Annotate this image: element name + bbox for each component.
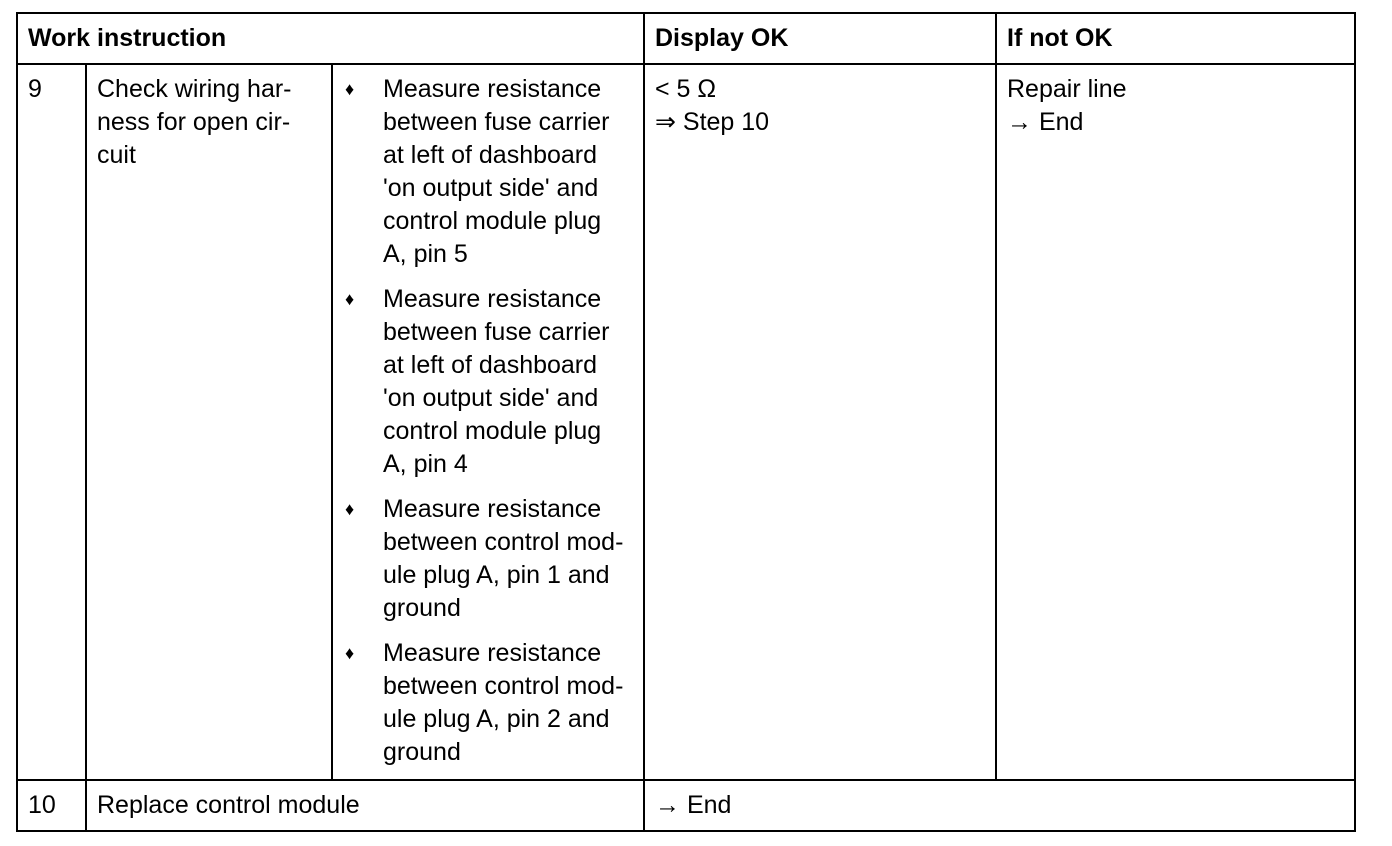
display-ok-line: ⇒ Step 10 bbox=[655, 108, 770, 136]
step-number: 10 bbox=[18, 781, 87, 830]
bullet-line: between fuse carrier bbox=[383, 108, 610, 136]
list-item bbox=[345, 283, 637, 481]
bullet-line: 'on output side' and bbox=[383, 384, 599, 412]
bullet-line: Measure resistance bbox=[383, 75, 602, 103]
bullet-list bbox=[333, 65, 645, 779]
bullet-line: ground bbox=[383, 738, 461, 766]
bullet-text bbox=[383, 283, 637, 481]
table-row bbox=[18, 65, 1354, 781]
if-not-ok-cell bbox=[997, 65, 1354, 779]
list-item bbox=[345, 637, 637, 769]
bullet-line: Measure resistance bbox=[383, 495, 602, 523]
bullet-line: control module plug bbox=[383, 417, 602, 445]
diamond-bullet-icon: ♦ bbox=[345, 79, 355, 99]
list-item bbox=[345, 493, 637, 625]
bullet-text bbox=[383, 637, 637, 769]
bullet-text bbox=[383, 73, 637, 271]
bullet-line: 'on output side' and bbox=[383, 174, 599, 202]
display-ok-cell bbox=[645, 65, 997, 779]
bullet-line: between control mod- bbox=[383, 672, 624, 700]
step-description bbox=[87, 65, 333, 779]
bullet-line: A, pin 4 bbox=[383, 450, 468, 478]
bullet-line: between fuse carrier bbox=[383, 318, 610, 346]
bullet-line: ule plug A, pin 1 and bbox=[383, 561, 610, 589]
diamond-bullet-icon: ♦ bbox=[345, 643, 355, 663]
description-line: cuit bbox=[97, 141, 136, 169]
step-number: 9 bbox=[18, 65, 87, 779]
bullet-line: Measure resistance bbox=[383, 639, 602, 667]
table-header-row bbox=[18, 14, 1354, 65]
header-if-not-ok: If not OK bbox=[1007, 24, 1113, 52]
header-display-ok: Display OK bbox=[645, 14, 997, 63]
display-ok-cell: → End bbox=[655, 791, 732, 819]
if-not-ok-line: → End bbox=[1007, 108, 1084, 136]
bullet-line: at left of dashboard bbox=[383, 141, 598, 169]
bullet-text bbox=[383, 493, 637, 625]
description-line: ness for open cir- bbox=[97, 108, 291, 136]
bullet-line: ule plug A, pin 2 and bbox=[383, 705, 610, 733]
header-work-instruction: Work instruction bbox=[18, 14, 645, 63]
bullet-line: ground bbox=[383, 594, 461, 622]
table-row bbox=[18, 781, 1354, 830]
work-instruction-table bbox=[16, 12, 1356, 832]
display-ok-line: < 5 Ω bbox=[655, 75, 717, 103]
bullet-line: A, pin 5 bbox=[383, 240, 468, 268]
if-not-ok-line: Repair line bbox=[1007, 75, 1127, 103]
bullet-line: between control mod- bbox=[383, 528, 624, 556]
bullet-line: at left of dashboard bbox=[383, 351, 598, 379]
list-item bbox=[345, 73, 637, 271]
diamond-bullet-icon: ♦ bbox=[345, 289, 355, 309]
bullet-line: control module plug bbox=[383, 207, 602, 235]
step-description: Replace control module bbox=[87, 781, 645, 830]
description-line: Check wiring har- bbox=[97, 75, 292, 103]
bullet-line: Measure resistance bbox=[383, 285, 602, 313]
diamond-bullet-icon: ♦ bbox=[345, 499, 355, 519]
